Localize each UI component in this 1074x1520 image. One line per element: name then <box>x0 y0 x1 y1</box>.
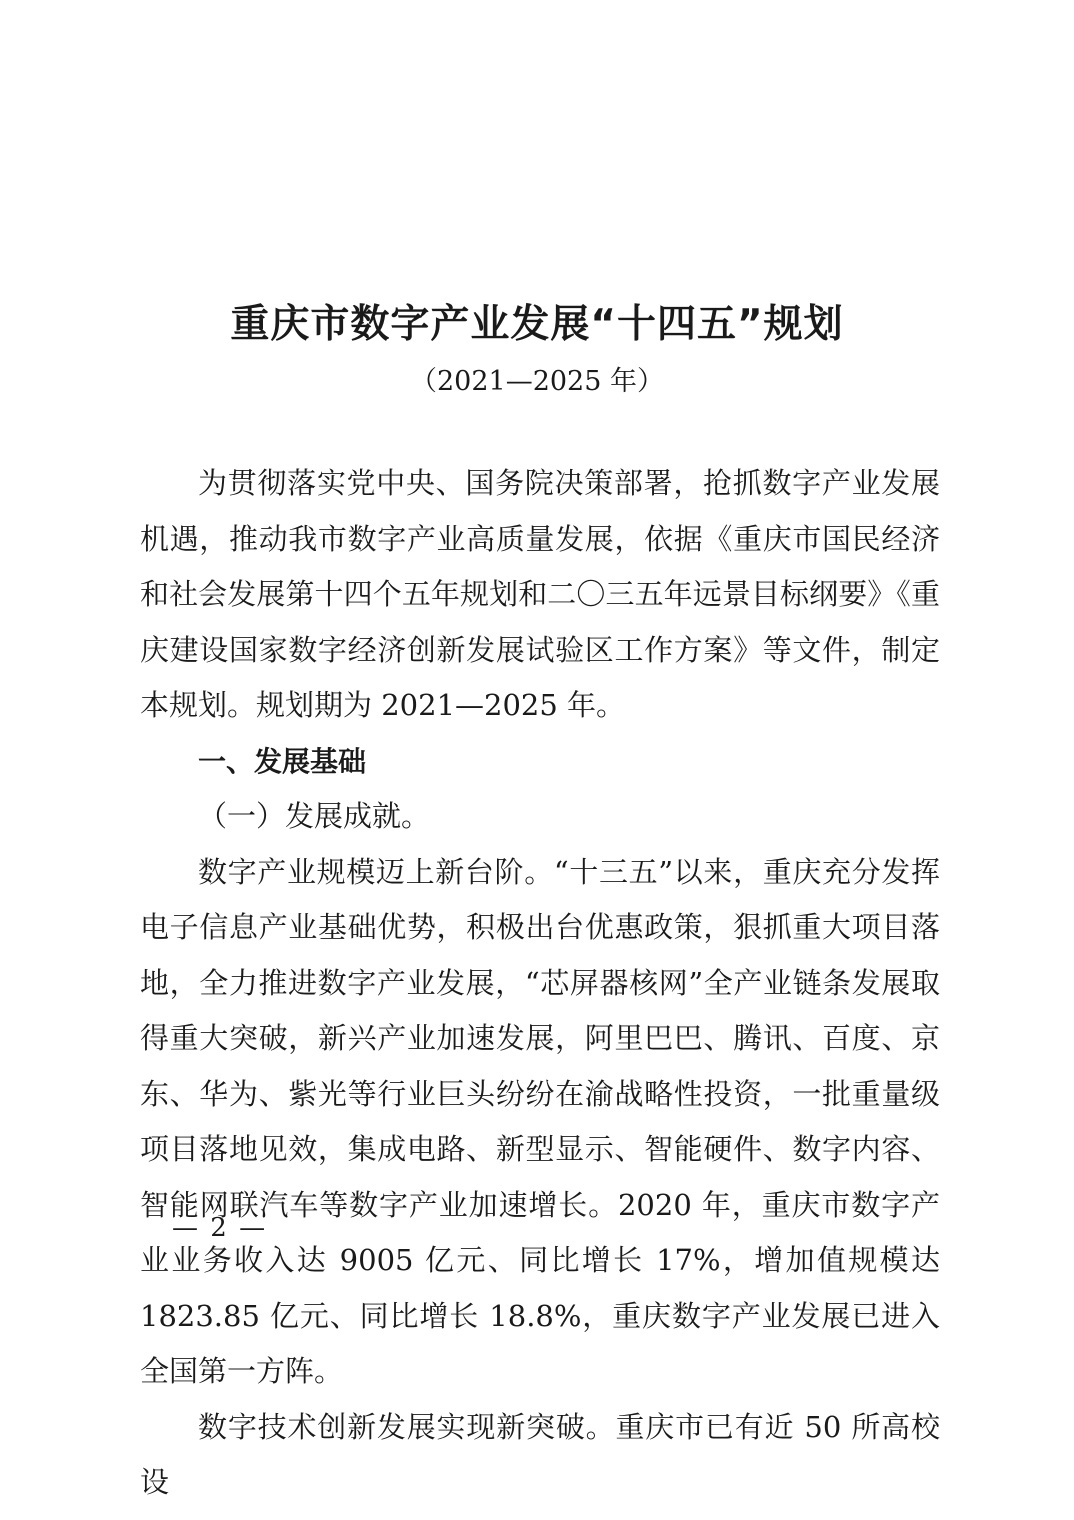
document-subtitle: （2021—2025 年） <box>409 366 664 397</box>
body-paragraph: 数字产业规模迈上新台阶。“十三五”以来，重庆充分发挥电子信息产业基础优势，积极出台优惠政策，狠抓重大项目落地，全力推进数字产业发展，“芯屏器核网”全产业链条发展取得重大突破，新兴产业加速发展，阿里巴巴、腾讯、百度、京东、华为、紫光等行业巨头纷纷在渝战略性投资，一批重量级项目落地见效，集成电路、新型显示、智能硬件、数字内容、智能网联汽车等数字产业加速增长。2020 年，重庆市数字产业业务收入达 9005 亿元、同比增长 17%，增加值规模达 1823.85 亿元、同比增长 18.8%，重庆数字产业发展已进入全国第一方阵。 <box>140 854 940 1388</box>
document-body <box>140 456 940 1511</box>
page-number: — 2 — <box>172 1213 268 1243</box>
body-paragraph: 数字技术创新发展实现新突破。重庆市已有近 50 所高校设 <box>140 1409 940 1499</box>
document-title: 重庆市数字产业发展“十四五”规划 <box>230 302 844 347</box>
section-heading: 一、发展基础 <box>198 744 367 778</box>
subsection-heading: （一）发展成就。 <box>198 799 431 833</box>
intro-paragraph: 为贯彻落实党中央、国务院决策部署，抢抓数字产业发展机遇，推动我市数字产业高质量发展，依据《重庆市国民经济和社会发展第十四个五年规划和二〇三五年远景目标纲要》《重庆建设国家数字经济创新发展试验区工作方案》等文件，制定本规划。规划期为 2021—2025 年。 <box>140 466 940 722</box>
